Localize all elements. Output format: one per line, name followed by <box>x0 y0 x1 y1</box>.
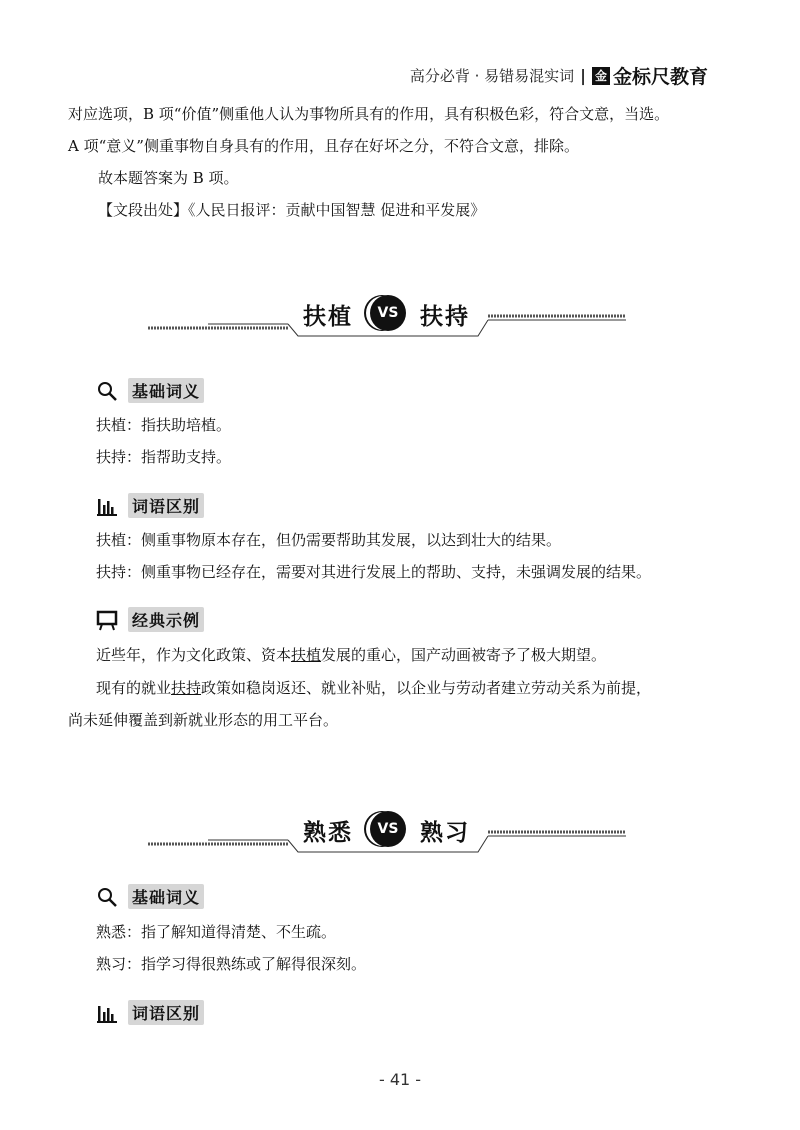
example-1: 近些年，作为文化政策、资本扶植发展的重心，国产动画被寄予了极大期望。 <box>96 646 607 664</box>
word-a: 扶植 <box>303 303 353 330</box>
brand-name: 金标尺教育 <box>612 66 708 88</box>
magnifier-icon <box>96 380 118 402</box>
example-2: 现有的就业扶持政策如稳岗返还、就业补贴，以企业与劳动者建立劳动关系为前提， <box>96 679 652 697</box>
highlighted-word: 扶植 <box>291 646 322 664</box>
basic-def-1: 扶植：指扶助培植。 <box>96 416 232 434</box>
word-a: 熟悉 <box>303 819 353 846</box>
section-title: 词语区别 <box>128 1000 204 1025</box>
highlighted-word: 扶持 <box>171 679 202 697</box>
section-basic-1 <box>96 378 204 403</box>
page-number: - 41 - <box>378 1070 422 1089</box>
word-b: 扶持 <box>420 303 470 330</box>
word-b: 熟习 <box>420 819 470 846</box>
diff-line-1: 扶植：侧重事物原本存在，但仍需要帮助其发展，以达到壮大的结果。 <box>96 531 562 549</box>
basic-def-1: 熟悉：指了解知道得清楚、不生疏。 <box>96 923 337 941</box>
intro-line-2: A 项“意义”侧重事物自身具有的作用，且存在好坏之分，不符合文意，排除。 <box>68 137 579 155</box>
section-basic-2 <box>96 884 204 909</box>
vs-banner-1 <box>148 292 628 342</box>
header-tagline: 高分必背 · 易错易混实词 <box>409 67 575 85</box>
brand <box>592 62 708 89</box>
header-separator: | <box>580 66 586 85</box>
section-title: 词语区别 <box>128 493 204 518</box>
basic-def-2: 扶持：指帮助支持。 <box>96 448 232 466</box>
magnifier-icon <box>96 886 118 908</box>
answer-line: 故本题答案为 B 项。 <box>98 169 239 187</box>
example-2-cont: 尚未延伸覆盖到新就业形态的用工平台。 <box>68 711 339 729</box>
section-title: 基础词义 <box>128 884 204 909</box>
section-diff-2 <box>96 1000 204 1025</box>
source-line: 【文段出处】《人民日报评：贡献中国智慧 促进和平发展》 <box>98 201 486 219</box>
bar-chart-icon <box>96 1002 118 1024</box>
section-example-1 <box>96 607 204 632</box>
intro-line-1: 对应选项，B 项“价值”侧重他人认为事物所具有的作用，具有积极色彩，符合文意，当选。 <box>68 105 670 123</box>
basic-def-2: 熟习：指学习得很熟练或了解得很深刻。 <box>96 955 367 973</box>
section-title: 经典示例 <box>128 607 204 632</box>
brand-logo-icon: 金 <box>592 67 610 85</box>
section-diff-1 <box>96 493 204 518</box>
vs-icon: VS <box>370 811 406 847</box>
vs-banner-2 <box>148 808 628 858</box>
page-header <box>410 62 708 89</box>
section-title: 基础词义 <box>128 378 204 403</box>
bar-chart-icon <box>96 495 118 517</box>
board-icon <box>96 609 118 631</box>
vs-icon: VS <box>370 295 406 331</box>
diff-line-2: 扶持：侧重事物已经存在，需要对其进行发展上的帮助、支持，未强调发展的结果。 <box>96 563 652 581</box>
